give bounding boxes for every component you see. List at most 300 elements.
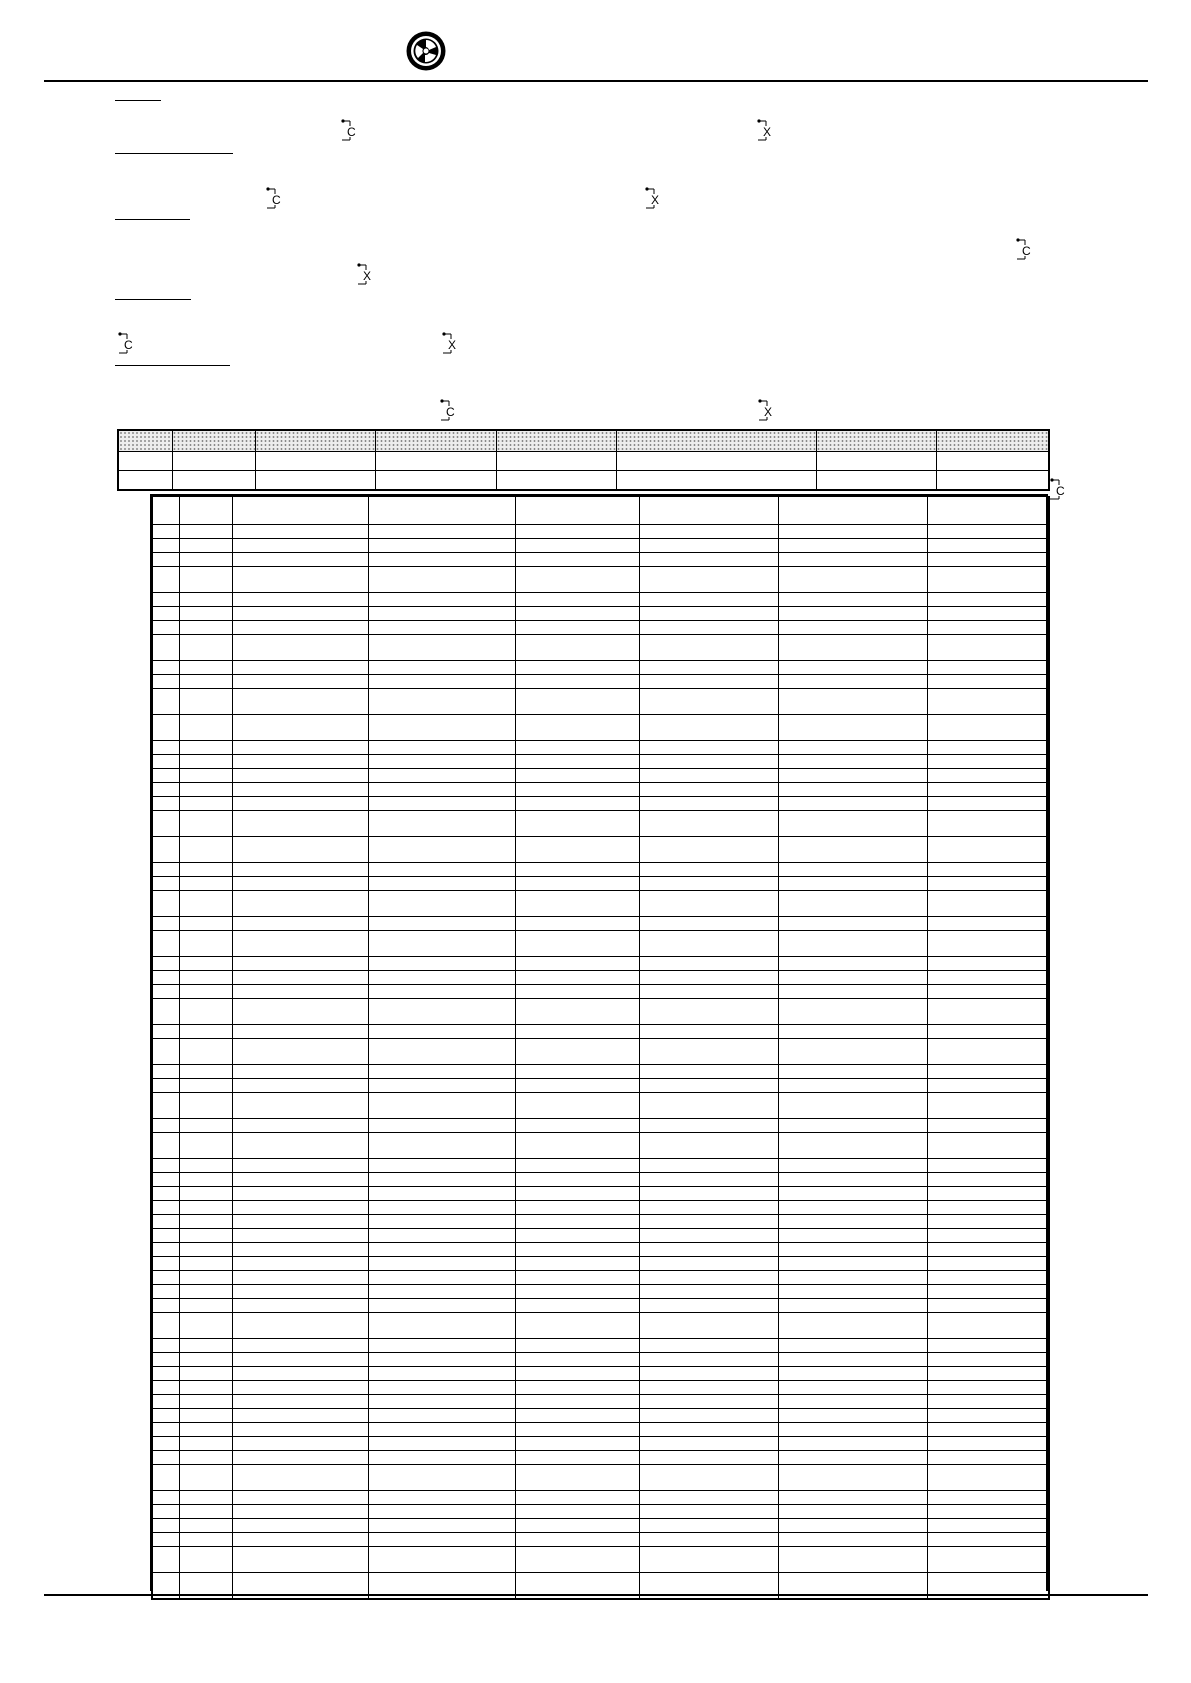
table-cell: [232, 837, 368, 863]
table-cell: [778, 1409, 927, 1423]
table-cell: [179, 1025, 232, 1039]
table-cell: [152, 1159, 179, 1173]
table-row: [152, 715, 1049, 741]
table-cell: [368, 1437, 515, 1451]
table-cell: [368, 553, 515, 567]
table-cell: [179, 1065, 232, 1079]
table-cell: [515, 917, 639, 931]
table-cell: [927, 1409, 1049, 1423]
table-cell: [515, 1491, 639, 1505]
table-cell: [152, 1423, 179, 1437]
table-cell: [368, 985, 515, 999]
table-cell: [927, 1215, 1049, 1229]
table-cell: [368, 891, 515, 917]
table-cell: [639, 1573, 778, 1600]
table-cell: [152, 811, 179, 837]
table-cell: [368, 1215, 515, 1229]
table-cell: [179, 497, 232, 525]
table-cell: [639, 1229, 778, 1243]
table-cell: [232, 783, 368, 797]
table-cell: [778, 1173, 927, 1187]
table-cell: [927, 675, 1049, 689]
table-cell: [639, 1093, 778, 1119]
table-cell: [927, 891, 1049, 917]
table-cell: [927, 497, 1049, 525]
table-cell: [515, 607, 639, 621]
table-cell: [179, 931, 232, 957]
table-cell: [152, 1065, 179, 1079]
table-cell: [152, 741, 179, 755]
contact-open-symbol-icon: [437, 398, 461, 424]
top-table-header-cell: [496, 430, 616, 452]
table-cell: [639, 593, 778, 607]
table-row: [152, 1547, 1049, 1573]
table-row: [152, 1437, 1049, 1451]
table-cell: [639, 567, 778, 593]
table-cell: [927, 1465, 1049, 1491]
table-cell: [515, 1519, 639, 1533]
table-cell: [179, 1519, 232, 1533]
table-cell: [179, 1257, 232, 1271]
table-cell: [927, 1039, 1049, 1065]
table-cell: [927, 1423, 1049, 1437]
table-cell: [515, 1381, 639, 1395]
table-cell: [927, 715, 1049, 741]
table-cell: [368, 863, 515, 877]
table-cell: [778, 1395, 927, 1409]
table-row: [152, 1353, 1049, 1367]
section-link-1[interactable]: [115, 100, 161, 101]
table-cell: [639, 1381, 778, 1395]
contact-closed-symbol-icon: [755, 398, 779, 424]
table-cell: [232, 1505, 368, 1519]
table-cell: [179, 1409, 232, 1423]
table-cell: [778, 811, 927, 837]
table-cell: [368, 1257, 515, 1271]
table-cell: [232, 917, 368, 931]
table-cell: [778, 1215, 927, 1229]
table-cell: [927, 1119, 1049, 1133]
table-cell: [639, 1395, 778, 1409]
table-cell: [179, 783, 232, 797]
table-cell: [368, 567, 515, 593]
svg-text:X: X: [448, 338, 457, 352]
table-cell: [515, 1437, 639, 1451]
table-cell: [778, 957, 927, 971]
table-row: [152, 985, 1049, 999]
table-cell: [778, 1119, 927, 1133]
table-cell: [179, 635, 232, 661]
table-cell: [368, 635, 515, 661]
table-cell: [515, 1451, 639, 1465]
table-cell: [639, 497, 778, 525]
table-cell: [515, 1025, 639, 1039]
table-row: [152, 1119, 1049, 1133]
table-cell: [232, 1395, 368, 1409]
table-cell: [152, 1395, 179, 1409]
table-row: [152, 607, 1049, 621]
table-cell: [179, 621, 232, 635]
top-table-row: [118, 452, 1049, 471]
header-logo-icon: [405, 30, 447, 72]
table-cell: [639, 931, 778, 957]
table-cell: [927, 797, 1049, 811]
table-cell: [515, 567, 639, 593]
table-cell: [368, 1395, 515, 1409]
table-cell: [927, 539, 1049, 553]
svg-text:C: C: [446, 405, 455, 419]
contact-open-symbol-icon: [115, 331, 139, 357]
table-cell: [255, 471, 375, 491]
table-cell: [179, 675, 232, 689]
table-cell: [778, 837, 927, 863]
top-table-row: [118, 471, 1049, 491]
table-cell: [368, 1201, 515, 1215]
table-cell: [179, 689, 232, 715]
table-cell: [515, 1409, 639, 1423]
table-cell: [778, 1243, 927, 1257]
table-cell: [152, 837, 179, 863]
table-cell: [778, 985, 927, 999]
table-cell: [179, 1285, 232, 1299]
table-cell: [368, 1159, 515, 1173]
table-cell: [179, 769, 232, 783]
table-cell: [368, 957, 515, 971]
table-cell: [152, 1299, 179, 1313]
table-cell: [639, 1547, 778, 1573]
table-cell: [232, 1065, 368, 1079]
table-cell: [778, 1491, 927, 1505]
table-cell: [778, 715, 927, 741]
table-row: [152, 1243, 1049, 1257]
table-cell: [778, 661, 927, 675]
table-row: [152, 783, 1049, 797]
table-cell: [368, 1079, 515, 1093]
table-cell: [639, 1215, 778, 1229]
table-row: [152, 863, 1049, 877]
table-cell: [515, 1353, 639, 1367]
table-cell: [232, 1119, 368, 1133]
table-cell: [927, 837, 1049, 863]
table-cell: [515, 1243, 639, 1257]
table-cell: [515, 811, 639, 837]
table-cell: [778, 755, 927, 769]
table-cell: [368, 715, 515, 741]
table-cell: [368, 1173, 515, 1187]
table-cell: [152, 863, 179, 877]
table-cell: [152, 689, 179, 715]
table-cell: [368, 1381, 515, 1395]
table-cell: [232, 525, 368, 539]
table-cell: [179, 1505, 232, 1519]
table-cell: [179, 1573, 232, 1600]
table-row: [152, 1187, 1049, 1201]
table-row: [152, 675, 1049, 689]
table-cell: [232, 1465, 368, 1491]
table-cell: [152, 1285, 179, 1299]
table-cell: [152, 877, 179, 891]
top-table: [117, 429, 1050, 491]
table-cell: [368, 811, 515, 837]
table-cell: [639, 1491, 778, 1505]
table-cell: [179, 999, 232, 1025]
table-cell: [927, 593, 1049, 607]
table-cell: [639, 1339, 778, 1353]
table-cell: [232, 1409, 368, 1423]
table-row: [152, 689, 1049, 715]
table-cell: [179, 891, 232, 917]
table-cell: [927, 1313, 1049, 1339]
table-cell: [639, 1299, 778, 1313]
table-cell: [927, 1201, 1049, 1215]
table-cell: [927, 1285, 1049, 1299]
table-cell: [232, 1423, 368, 1437]
table-cell: [118, 452, 172, 471]
table-cell: [232, 1547, 368, 1573]
table-cell: [179, 607, 232, 621]
table-cell: [515, 797, 639, 811]
table-cell: [927, 957, 1049, 971]
table-cell: [232, 1215, 368, 1229]
table-cell: [515, 1173, 639, 1187]
section-link-3[interactable]: [115, 219, 190, 220]
table-cell: [368, 1187, 515, 1201]
table-cell: [639, 1173, 778, 1187]
table-cell: [152, 635, 179, 661]
table-cell: [639, 689, 778, 715]
table-cell: [778, 1367, 927, 1381]
table-cell: [778, 497, 927, 525]
table-cell: [152, 715, 179, 741]
table-row: [152, 539, 1049, 553]
table-cell: [152, 1025, 179, 1039]
table-cell: [778, 525, 927, 539]
table-cell: [927, 607, 1049, 621]
top-table-header-cell: [172, 430, 255, 452]
table-cell: [152, 1173, 179, 1187]
table-cell: [778, 1505, 927, 1519]
contact-closed-symbol-icon: [354, 262, 378, 288]
table-cell: [232, 1271, 368, 1285]
table-cell: [639, 1257, 778, 1271]
table-cell: [778, 567, 927, 593]
table-cell: [152, 957, 179, 971]
table-cell: [152, 1079, 179, 1093]
table-cell: [639, 797, 778, 811]
table-cell: [118, 471, 172, 491]
table-cell: [179, 539, 232, 553]
table-cell: [179, 1367, 232, 1381]
table-cell: [179, 1159, 232, 1173]
table-cell: [816, 471, 936, 491]
table-cell: [515, 1313, 639, 1339]
table-cell: [368, 497, 515, 525]
top-table-header-cell: [118, 430, 172, 452]
table-cell: [515, 1395, 639, 1409]
table-row: [152, 797, 1049, 811]
svg-text:C: C: [1022, 244, 1031, 258]
table-cell: [152, 783, 179, 797]
table-cell: [515, 525, 639, 539]
table-row: [152, 1381, 1049, 1395]
table-cell: [639, 715, 778, 741]
table-cell: [515, 769, 639, 783]
table-cell: [179, 1395, 232, 1409]
section-link-4[interactable]: [115, 299, 191, 300]
table-row: [152, 971, 1049, 985]
table-cell: [152, 593, 179, 607]
table-cell: [515, 1229, 639, 1243]
contact-closed-symbol-icon: [439, 331, 463, 357]
table-cell: [778, 1039, 927, 1065]
table-cell: [927, 1065, 1049, 1079]
table-cell: [152, 1409, 179, 1423]
table-cell: [515, 755, 639, 769]
table-row: [152, 1159, 1049, 1173]
table-cell: [368, 1025, 515, 1039]
table-cell: [927, 1257, 1049, 1271]
table-cell: [778, 917, 927, 931]
top-table-header-cell: [816, 430, 936, 452]
table-cell: [232, 957, 368, 971]
table-cell: [515, 1299, 639, 1313]
table-row: [152, 1339, 1049, 1353]
table-cell: [179, 1313, 232, 1339]
table-cell: [639, 1519, 778, 1533]
table-cell: [179, 553, 232, 567]
table-cell: [368, 755, 515, 769]
table-cell: [368, 971, 515, 985]
table-cell: [778, 1519, 927, 1533]
table-cell: [232, 689, 368, 715]
table-cell: [179, 1381, 232, 1395]
table-cell: [179, 1437, 232, 1451]
table-cell: [152, 539, 179, 553]
table-cell: [639, 1423, 778, 1437]
table-cell: [639, 985, 778, 999]
table-cell: [232, 1451, 368, 1465]
table-cell: [368, 1065, 515, 1079]
table-cell: [368, 1519, 515, 1533]
table-cell: [639, 553, 778, 567]
table-cell: [778, 1437, 927, 1451]
table-cell: [927, 525, 1049, 539]
table-cell: [616, 471, 816, 491]
top-table-header-cell: [375, 430, 496, 452]
table-cell: [152, 1491, 179, 1505]
table-row: [152, 1257, 1049, 1271]
table-cell: [778, 1465, 927, 1491]
table-cell: [927, 1437, 1049, 1451]
table-cell: [778, 741, 927, 755]
table-cell: [375, 452, 496, 471]
table-cell: [927, 1025, 1049, 1039]
table-cell: [639, 1133, 778, 1159]
table-cell: [232, 675, 368, 689]
table-row: [152, 553, 1049, 567]
svg-text:X: X: [651, 193, 660, 207]
table-cell: [179, 715, 232, 741]
table-cell: [639, 607, 778, 621]
table-cell: [232, 1173, 368, 1187]
table-cell: [152, 1257, 179, 1271]
table-cell: [515, 1079, 639, 1093]
table-cell: [232, 593, 368, 607]
table-cell: [232, 1243, 368, 1257]
table-row: [152, 957, 1049, 971]
table-cell: [778, 1423, 927, 1437]
table-cell: [179, 863, 232, 877]
table-cell: [639, 1533, 778, 1547]
table-row: [152, 1409, 1049, 1423]
table-cell: [368, 1353, 515, 1367]
table-cell: [515, 1215, 639, 1229]
table-cell: [778, 877, 927, 891]
main-table: [151, 496, 1050, 1600]
table-cell: [639, 675, 778, 689]
table-cell: [778, 797, 927, 811]
table-cell: [179, 1093, 232, 1119]
table-row: [152, 621, 1049, 635]
table-row: [152, 891, 1049, 917]
table-cell: [515, 539, 639, 553]
table-cell: [639, 1243, 778, 1257]
section-link-2[interactable]: [115, 153, 233, 154]
table-cell: [152, 567, 179, 593]
table-cell: [232, 877, 368, 891]
table-row: [152, 1423, 1049, 1437]
table-cell: [639, 1409, 778, 1423]
table-cell: [368, 539, 515, 553]
table-cell: [927, 621, 1049, 635]
table-cell: [515, 877, 639, 891]
table-cell: [778, 1299, 927, 1313]
table-cell: [232, 985, 368, 999]
table-cell: [515, 715, 639, 741]
table-cell: [778, 1079, 927, 1093]
table-cell: [778, 971, 927, 985]
table-cell: [927, 1187, 1049, 1201]
table-row: [152, 567, 1049, 593]
table-cell: [232, 931, 368, 957]
table-cell: [515, 891, 639, 917]
table-row: [152, 931, 1049, 957]
table-cell: [927, 635, 1049, 661]
table-cell: [232, 1339, 368, 1353]
table-cell: [368, 797, 515, 811]
table-cell: [515, 783, 639, 797]
table-cell: [515, 1257, 639, 1271]
table-cell: [368, 1243, 515, 1257]
table-cell: [232, 863, 368, 877]
table-row: [152, 1573, 1049, 1600]
table-cell: [515, 1133, 639, 1159]
table-row: [152, 917, 1049, 931]
table-cell: [179, 567, 232, 593]
table-cell: [152, 1547, 179, 1573]
table-cell: [232, 1201, 368, 1215]
section-link-5[interactable]: [115, 365, 230, 366]
table-cell: [152, 621, 179, 635]
table-cell: [639, 1039, 778, 1065]
table-cell: [232, 1367, 368, 1381]
table-cell: [179, 1133, 232, 1159]
table-cell: [927, 1243, 1049, 1257]
table-cell: [515, 971, 639, 985]
table-cell: [778, 675, 927, 689]
table-cell: [515, 1065, 639, 1079]
table-cell: [778, 621, 927, 635]
